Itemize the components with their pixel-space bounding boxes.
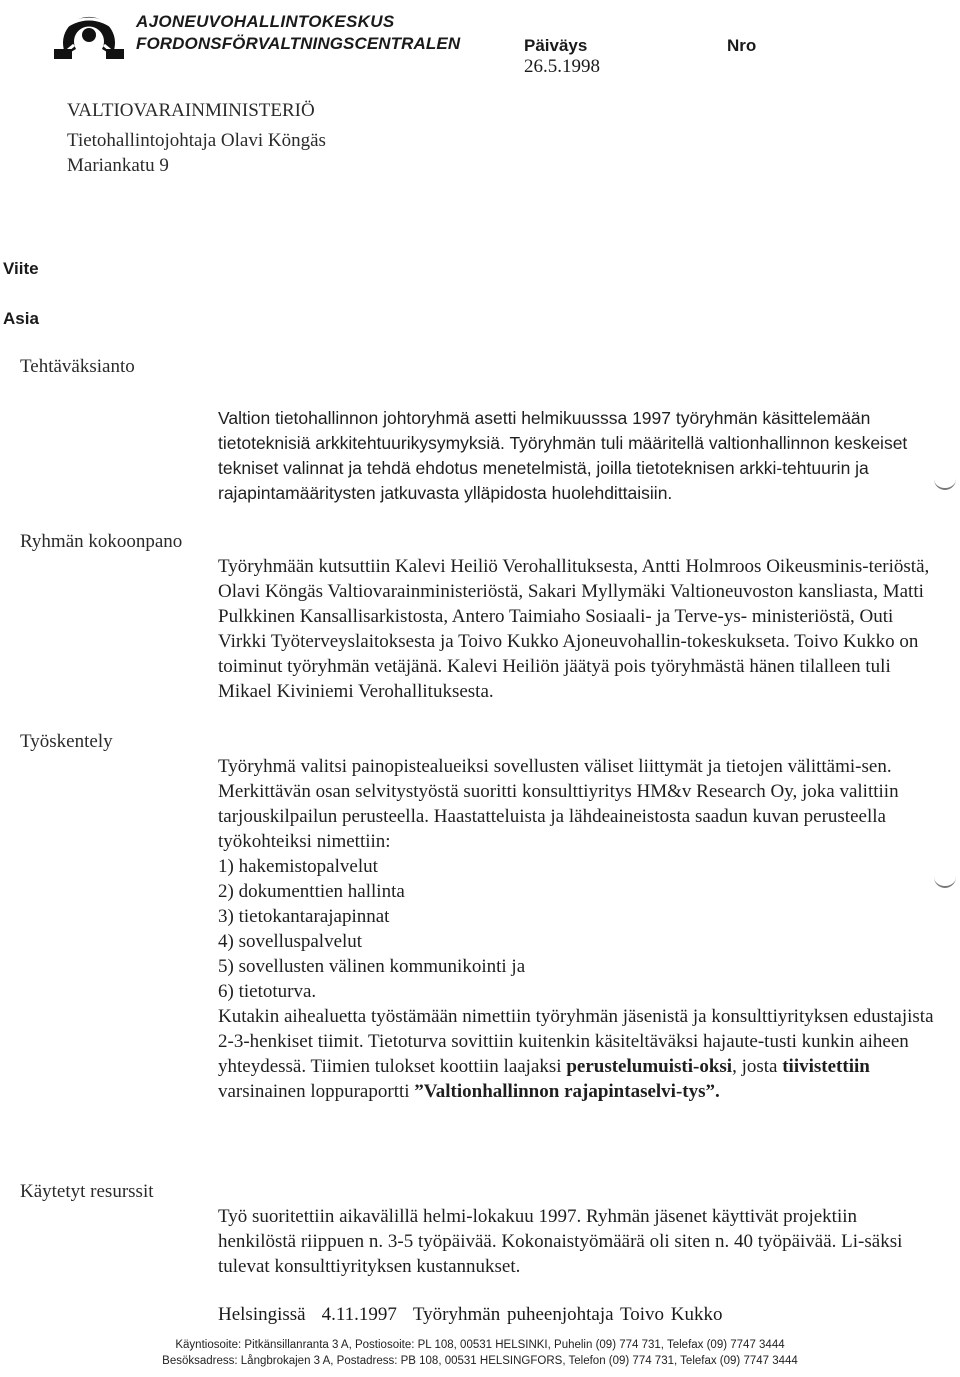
- section-body-work: [218, 754, 936, 1104]
- recipient-address: Mariankatu 9: [67, 155, 169, 176]
- agency-name-finnish: AJONEUVOHALLINTOKESKUS: [136, 12, 395, 31]
- reference-label: Viite: [3, 259, 39, 278]
- date-label: Päiväys: [524, 36, 588, 55]
- signature-place: Helsingissä: [218, 1304, 306, 1325]
- section-body-resources: [218, 1204, 936, 1279]
- work-p3-bold-report-title: ”Valtionhallinnon rajapintaselvi-tys”.: [414, 1081, 720, 1102]
- subject-label: Asia: [3, 309, 39, 328]
- section-heading-resources: Käytetyt resurssit: [20, 1181, 154, 1202]
- work-p3-bold-condensed: tiivistettiin: [782, 1056, 870, 1077]
- signature-signer: Työryhmän puheenjohtaja Toivo Kukko: [412, 1304, 723, 1325]
- section-heading-task: Tehtäväksianto: [20, 356, 135, 377]
- list-item: 4) sovelluspalvelut: [218, 931, 363, 952]
- list-item: 6) tietoturva.: [218, 981, 317, 1002]
- signature-line: [218, 1304, 722, 1326]
- work-paragraph-1: Työryhmä valitsi painopistealueiksi sovellusten väliset liittymät ja tietojen välittämi-sen.: [218, 756, 892, 777]
- footer-address-swedish: Besöksadress: Långbrokajen 3 A, Postadress: PB 108, 00531 HELSINGFORS, Telefon (09) 774 731, Telefax (09) 7747 3444: [162, 1355, 798, 1367]
- recipient-organization: VALTIOVARAINMINISTERIÖ: [67, 100, 315, 121]
- section-heading-work: Työskentely: [20, 731, 113, 752]
- signature-date: 4.11.1997: [321, 1304, 397, 1325]
- agency-logo-icon: [52, 5, 126, 61]
- recipient-person: Tietohallintojohtaja Olavi Köngäs: [67, 130, 326, 151]
- resources-paragraph: Työ suoritettiin aikavälillä helmi-lokakuu 1997. Ryhmän jäsenet käyttivät projektiin henkilöstä riippuen n. 3-5 työpäivää. Kokonaistyömäärä oli siten n. 40 työpäivää. Li-säksi tulevat konsulttiyrityksen kustannukset.: [218, 1206, 903, 1277]
- number-label: Nro: [727, 36, 757, 55]
- list-item: 1) hakemistopalvelut: [218, 856, 378, 877]
- work-p3-text-mid2: varsinainen loppuraportti: [218, 1081, 415, 1102]
- work-paragraph-3: [218, 1004, 936, 1104]
- footer-address-finnish: Käyntiosoite: Pitkänsillanranta 3 A, Postiosoite: PL 108, 00531 HELSINKI, Puhelin (09) 774 731, Telefax (09) 7747 3444: [175, 1339, 785, 1351]
- list-item: 5) sovellusten välinen kommunikointi ja: [218, 956, 526, 977]
- work-p3-text-start: Kutakin aihealuetta työstämään nimettiin työryhmän jäsenistä ja konsulttiyrityksen edustajista 2-3-henkiset tiimit. Tietoturva sovittiin kuitenkin käsiteltäväksi hajaute-tusti kunkin aiheen yhteydessä. Tiimien tulokset koottiin laajaksi: [218, 1006, 934, 1077]
- work-p3-text-mid1: , josta: [732, 1056, 783, 1077]
- list-item: 3) tietokantarajapinnat: [218, 906, 390, 927]
- date-value: 26.5.1998: [524, 56, 600, 77]
- scan-mark: [934, 476, 956, 490]
- work-p3-bold-memo: perustelumuisti-oksi: [566, 1056, 733, 1077]
- section-body-task: [218, 406, 936, 506]
- agency-name-swedish: FORDONSFÖRVALTNINGSCENTRALEN: [136, 34, 461, 53]
- list-item: 2) dokumenttien hallinta: [218, 881, 405, 902]
- scan-mark: [934, 874, 956, 888]
- section-body-group: [218, 554, 936, 704]
- task-paragraph: Valtion tietohallinnon johtoryhmä asetti helmikuusssa 1997 työryhmän käsittelemään tietoteknisiä arkkitehtuurikysymyksiä. Työryhmän tuli määritellä valtionhallinnon keskeiset tekniset valinnat ja tehdä ehdotus menetelmistä, joilla tietoteknisen arkki-tehtuurin ja rajapintamääritysten jatkuvasta ylläpidosta huolehdittaisiin.: [218, 408, 908, 503]
- work-paragraph-2: Merkittävän osan selvitystyöstä suoritti konsulttiyritys HM&v Research Oy, joka valittiin tarjouskilpailun perusteella. Haastatteluista ja lähdeaineistosta saadun kuvan perusteella työkohteiksi nimettiin:: [218, 781, 899, 852]
- section-heading-group: Ryhmän kokoonpano: [20, 531, 183, 552]
- work-item-list: [218, 854, 936, 1004]
- group-paragraph: Työryhmään kutsuttiin Kalevi Heiliö Verohallituksesta, Antti Holmroos Oikeusminis-teriöstä, Olavi Köngäs Valtiovarainministeriöstä, Sakari Myllymäki Valtioneuvoston kansliasta, Matti Pulkkinen Kansallisarkistosta, Antero Taimiaho Sosiaali- ja Terve-ys- ministeriöstä, Outi Virkki Työterveyslaitoksesta ja Toivo Kukko Ajoneuvohallin-tokeskukseta. Toivo Kukko on toiminut työryhmän vetäjänä. Kalevi Heiliön jäätyä pois työryhmästä hänen tilalleen tuli Mikael Kiviniemi Verohallituksesta.: [218, 556, 930, 702]
